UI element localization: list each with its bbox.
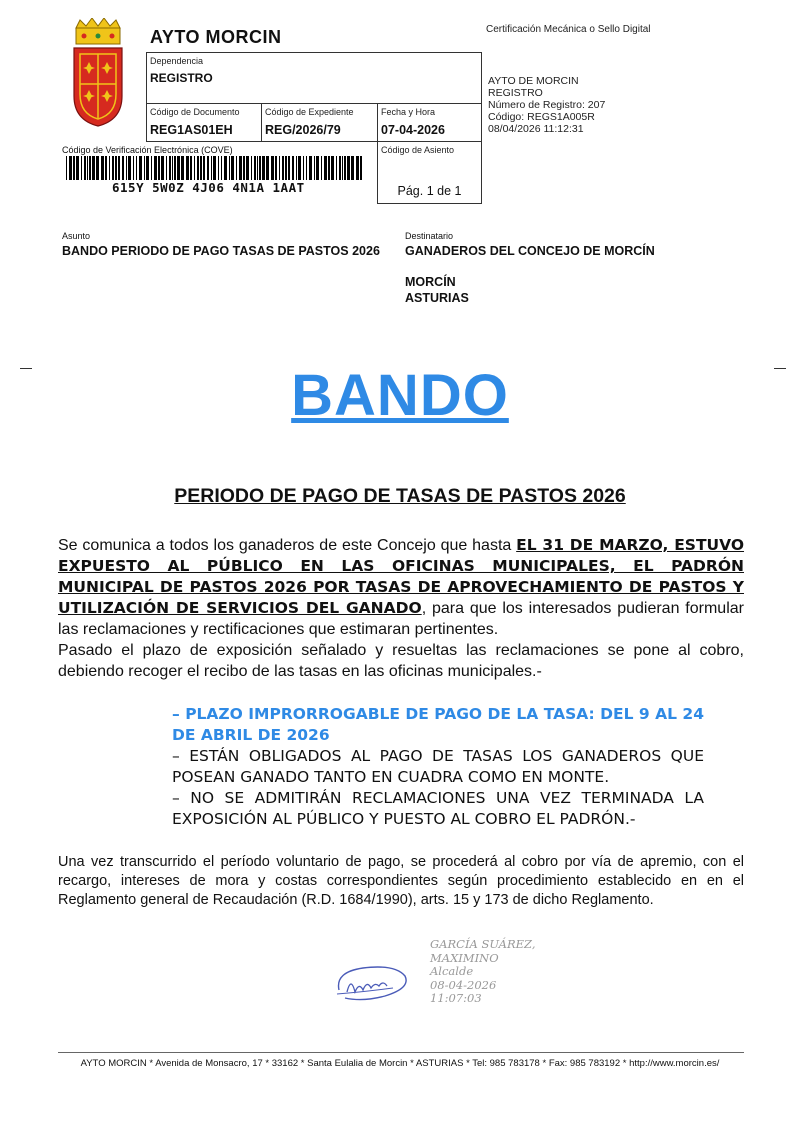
date-label: Fecha y Hora (381, 107, 436, 117)
subject-value: BANDO PERIODO DE PAGO TASAS DE PASTOS 2026 (62, 244, 380, 258)
list-item: – NO SE ADMITIRÁN RECLAMACIONES UNA VEZ TERMINADA LA EXPOSICIÓN AL PÚBLICO Y PUESTO AL COBRO EL PADRÓN.- (172, 789, 704, 828)
recipient-label: Destinatario (405, 231, 454, 241)
signer-surname: GARCÍA SUÁREZ, (430, 937, 536, 951)
list-item: – ESTÁN OBLIGADOS AL PAGO DE TASAS LOS GANADEROS QUE POSEAN GANADO TANTO EN CUADRA COMO EN MONTE. (172, 747, 704, 786)
body-paragraph-collection: Pasado el plazo de exposición señalado y resueltas las reclamaciones se pone al cobro, debiendo recoger el recibo de las tasas en las oficinas municipales.- (58, 642, 744, 680)
document-code-box (146, 103, 262, 142)
recipient-city: MORCÍN (405, 275, 456, 289)
dependencia-box (146, 52, 482, 104)
cert-line: AYTO DE MORCIN (488, 75, 579, 87)
document-code-label: Código de Documento (150, 107, 240, 117)
signature-date: 08-04-2026 (430, 977, 497, 992)
dependencia-value: REGISTRO (150, 71, 213, 85)
item-dash: – (172, 705, 186, 723)
entry-code-box (377, 141, 482, 204)
handwritten-signature-icon (333, 962, 413, 1004)
footer-divider (58, 1052, 744, 1053)
dependencia-label: Dependencia (150, 56, 204, 66)
page-indicator: Pág. 1 de 1 (397, 184, 462, 198)
file-code-label: Código de Expediente (265, 107, 354, 117)
cert-line: REGISTRO (488, 87, 543, 99)
date-value: 07-04-2026 (381, 123, 445, 137)
signature-time: 11:07:03 (430, 991, 482, 1005)
p1-rest: , para que los interesados pudieran formular las reclamaciones y rectificaciones que estimaran pertinentes. (58, 600, 744, 638)
cove-label: Código de Verificación Electrónica (COVE) (62, 145, 233, 155)
signer-name: MAXIMINO (430, 950, 499, 965)
cert-line: Número de Registro: 207 (488, 99, 606, 111)
digital-signature-stamp (430, 938, 535, 1006)
cert-line: 08/04/2026 11:12:31 (488, 123, 584, 135)
coat-of-arms-icon (70, 18, 126, 128)
p1-emphasis: EL 31 DE MARZO, ESTUVO EXPUESTO AL PÚBLICO EN LAS OFICINAS MUNICIPALES, EL PADRÓN MUNICIPAL DE PASTOS 2026 POR TASAS DE APROVECHAMIENTO DE PASTOS Y UTILIZACIÓN DE SERVICIOS DEL GANADO (58, 536, 745, 617)
body-paragraph-main (58, 535, 744, 682)
payment-deadline: PLAZO IMPRORROGABLE DE PAGO DE LA TASA: DEL 9 AL 24 DE ABRIL DE 2026 (172, 705, 704, 744)
bando-heading: BANDO (291, 363, 509, 428)
registry-certification (488, 75, 605, 135)
p1-intro: Se comunica a todos los ganaderos de este Concejo que hasta (58, 537, 517, 554)
file-code-box (261, 103, 378, 142)
cove-code: 615Y 5W0Z 4J06 4N1A 1AAT (112, 180, 305, 195)
body-paragraph-enforcement: Una vez transcurrido el período voluntario de pago, se procederá al cobro por vía de apremio, con el recargo, intereses de mora y costas correspondientes según procedimiento establecido en en el Reglamento general de Recaudación (R.D. 1684/1990), arts. 15 y 173 de dicho Reglamento. (58, 854, 744, 908)
signer-role: Alcalde (430, 964, 474, 978)
document-code-value: REG1AS01EH (150, 123, 233, 137)
conditions-list (172, 704, 704, 830)
recipient-name: GANADEROS DEL CONCEJO DE MORCÍN (405, 244, 655, 258)
date-box (377, 103, 482, 142)
recipient-address (405, 274, 469, 306)
organization-name: AYTO MORCIN (150, 27, 282, 47)
barcode-icon (64, 156, 364, 180)
cert-line: Código: REGS1A005R (488, 111, 595, 123)
document-title (0, 362, 800, 429)
subject-label: Asunto (62, 231, 91, 241)
footer-contact: AYTO MORCIN * Avenida de Monsacro, 17 * 33162 * Santa Eulalia de Morcin * ASTURIAS * Tel: 985 783178 * Fax: 985 783192 * http://www.morcin.es/ (80, 1058, 720, 1069)
file-code-value: REG/2026/79 (265, 123, 341, 137)
document-subtitle: PERIODO DE PAGO DE TASAS DE PASTOS 2026 (174, 485, 626, 507)
certification-title: Certificación Mecánica o Sello Digital (486, 24, 651, 35)
recipient-region: ASTURIAS (405, 291, 469, 305)
entry-code-label: Código de Asiento (381, 145, 455, 155)
list-item (172, 704, 704, 746)
